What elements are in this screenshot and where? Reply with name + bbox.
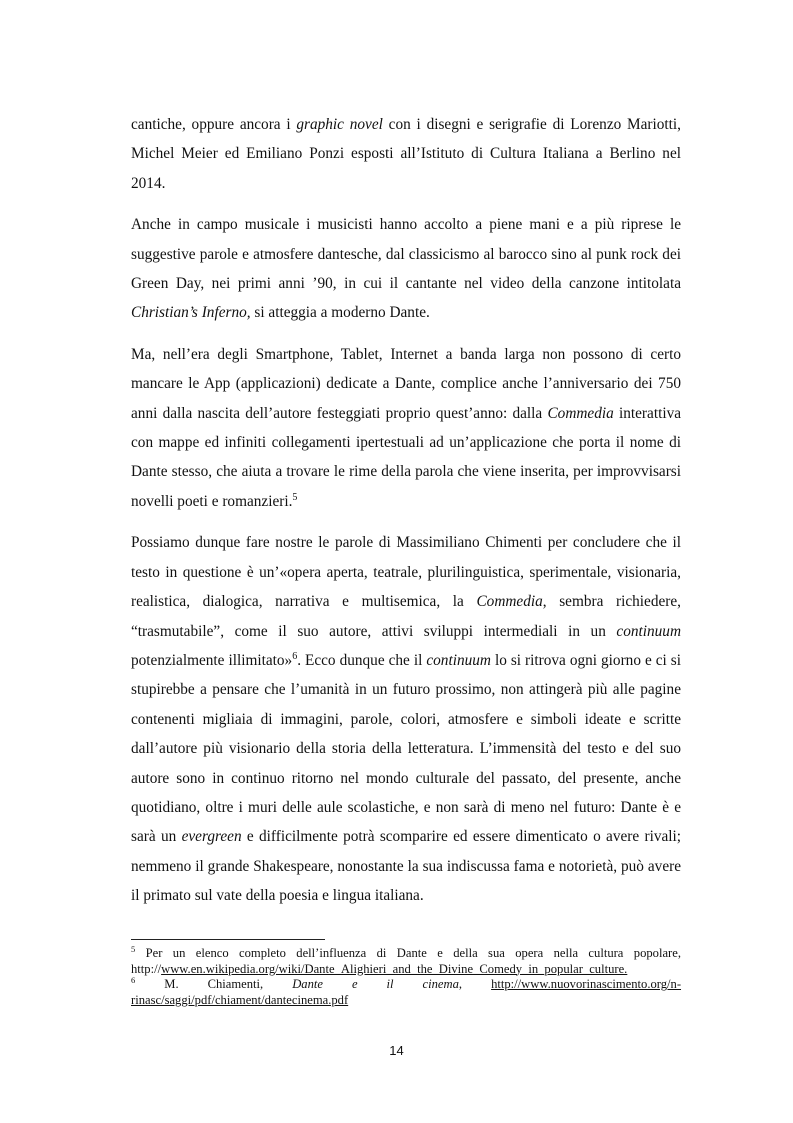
page-number: 14	[389, 1043, 404, 1058]
text-run: si atteggia a moderno Dante.	[250, 304, 430, 322]
text-run: . Ecco dunque che il	[297, 651, 427, 669]
text-run: Possiamo dunque fare nostre le parole di Massimiliano Chimenti per concludere che il testo in questione è un’«opera aperta, teatrale, plurilinguistica, sperimentale, visionaria, realistica, dialogica, narrativa e multisemica, la	[131, 534, 681, 611]
text-run: interattiva con mappe ed infiniti collegamenti ipertestuali ad un’applicazione che porta il nome di Dante stesso, che aiuta a trovare le rime della parola che viene inserita, per improvvisarsi novelli poeti e romanzieri.	[131, 404, 682, 510]
footnote-text: ,	[458, 977, 492, 992]
paragraph-1	[131, 110, 681, 198]
footnote-6	[131, 977, 681, 1008]
footnote-ref-5[interactable]: 5	[292, 491, 298, 503]
footnotes	[131, 943, 682, 1008]
italic-run: Commedia	[547, 404, 614, 422]
text-run: potenzialmente illimitato»	[131, 651, 293, 669]
footnote-number: 5	[131, 943, 136, 954]
main-text	[131, 110, 681, 923]
italic-run: evergreen	[181, 828, 242, 846]
paragraph-4	[131, 528, 681, 910]
paragraph-2	[131, 210, 681, 328]
footnote-separator	[131, 939, 325, 940]
footnote-ref-6[interactable]: 6	[292, 650, 298, 662]
footnote-text: M. Chiamenti,	[135, 977, 293, 992]
text-run: e difficilmente potrà scomparire ed essere dimenticato o avere rivali; nemmeno il grande Shakespeare, nonostante la sua indiscussa fama e notorietà, può avere il primato sul vate della poesia e lingua italiana.	[131, 828, 682, 905]
paragraph-3	[131, 340, 681, 516]
text-run: cantiche, oppure ancora i	[131, 116, 297, 133]
italic-run: Commedia	[476, 593, 543, 611]
footnote-link[interactable]: www.en.wikipedia.org/wiki/Dante_Alighieri_and_the_Divine_Comedy_in_popular_culture.	[161, 961, 628, 976]
footnote-text: Per un elenco completo dell’influenza di Dante e della sua opera nella cultura popolare, http://	[131, 946, 681, 976]
footnote-5	[131, 943, 681, 977]
footnote-link[interactable]: http://www.nuovorinascimento.org/n-rinasc/saggi/pdf/chiament/dantecinema.pdf	[131, 977, 682, 1007]
italic-run: continuum	[616, 622, 681, 640]
text-run: con i disegni e serigrafie di Lorenzo Mariotti, Michel Meier ed Emiliano Ponzi esposti all’Istituto di Cultura Italiana a Berlino nel 2014.	[131, 116, 682, 192]
text-run: , sembra richiedere, “trasmutabile”, come il suo autore, attivi sviluppi intermediali in un	[131, 593, 681, 640]
footnote-title: Dante e il cinema	[292, 977, 459, 992]
footnote-number: 6	[131, 975, 136, 985]
italic-run: continuum	[426, 651, 491, 669]
text-run: Anche in campo musicale i musicisti hanno accolto a piene mani e a più riprese le suggestive parole e atmosfere dantesche, dal classicismo al barocco sino al punk rock dei Green Day, nei primi anni ’90, in cui il cantante nel video della canzone intitolata	[131, 216, 681, 293]
italic-run: graphic novel	[296, 116, 383, 133]
text-run: lo si ritrova ogni giorno e ci si stupirebbe a pensare che l’umanità in un futuro prossimo, non attingerà più alle pagine contenenti migliaia di immagini, parole, colori, atmosfere e simboli ideate e scritte dall’autore più visionario della storia della letteratura. L’immensità del testo e del suo autore sono in continuo ritorno nel mondo culturale del passato, del presente, anche quotidiano, oltre i muri delle aule scolastiche, e non sarà di meno nel futuro: Dante è e sarà un	[131, 651, 682, 846]
text-run: Ma, nell’era degli Smartphone, Tablet, Internet a banda larga non possono di certo mancare le App (applicazioni) dedicate a Dante, complice anche l’anniversario dei 750 anni dalla nascita dell’autore festeggiati proprio quest’anno: dalla	[131, 345, 681, 422]
italic-run: Christian’s Inferno,	[131, 304, 251, 322]
